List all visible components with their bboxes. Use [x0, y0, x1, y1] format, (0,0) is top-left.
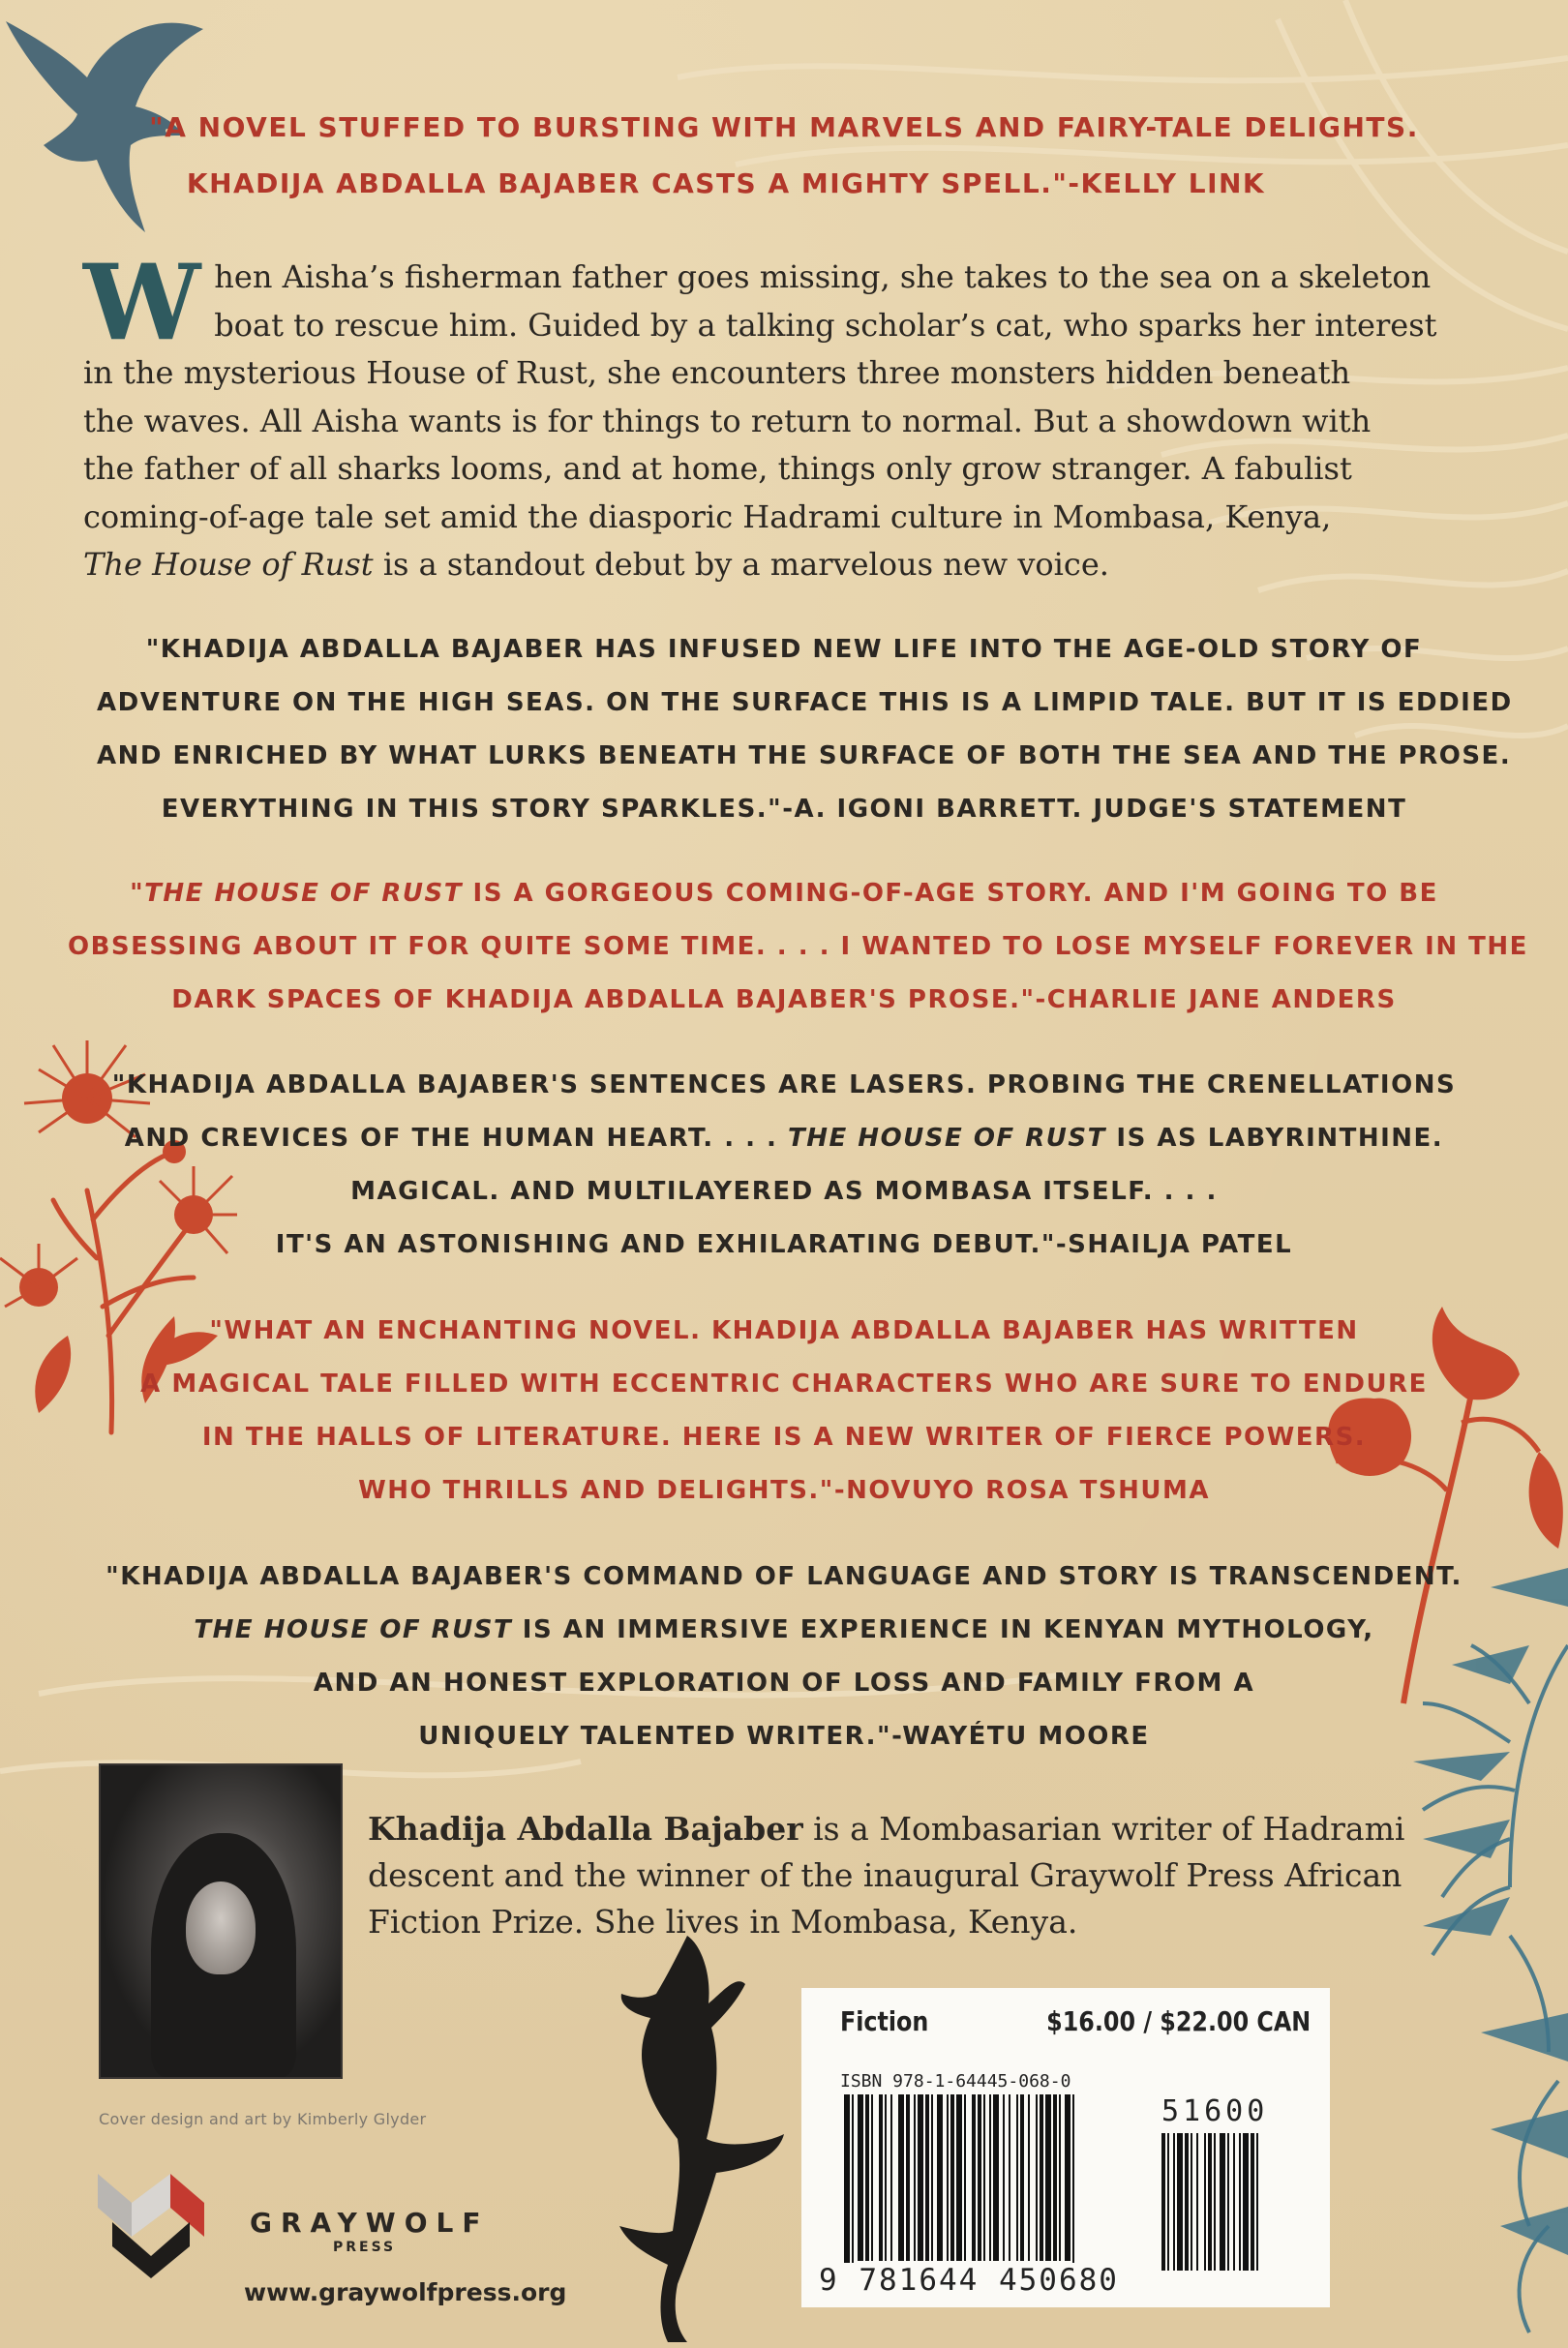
synopsis-line: the father of all sharks looms, and at home, things only grow stranger. A fabulist	[83, 450, 1352, 487]
synopsis-line: the waves. All Aisha wants is for things to return to normal. But a showdown with	[83, 402, 1372, 439]
barcode-bar	[1016, 2094, 1018, 2261]
top-review-quote	[106, 100, 1462, 212]
author-photo	[99, 1763, 343, 2079]
price-label: $16.00 / $22.00 CAN	[1045, 2005, 1311, 2037]
barcode-bar	[972, 2094, 976, 2261]
barcode-bar	[1059, 2094, 1061, 2261]
barcode-bar	[890, 2094, 892, 2261]
review-quote-moore	[87, 1550, 1481, 1763]
barcode-bar	[1185, 2133, 1189, 2271]
barcode-bar	[978, 2094, 981, 2261]
book-title-italic: "THE HOUSE OF RUST	[130, 879, 463, 908]
book-title-italic: THE HOUSE OF RUST	[788, 1124, 1106, 1153]
barcode-panel	[801, 1988, 1330, 2307]
barcode-bar	[852, 2094, 854, 2271]
barcode-bar	[1220, 2133, 1225, 2271]
quote-text: IS AN IMMERSIVE EXPERIENCE IN KENYAN MYTHOLOGY,	[512, 1615, 1374, 1644]
quote-line: "KHADIJA ABDALLA BAJABER'S SENTENCES ARE LASERS. PROBING THE CRENELLATIONS	[111, 1070, 1457, 1099]
quote-line: "A NOVEL STUFFED TO BURSTING WITH MARVELS AND FAIRY-TALE DELIGHTS.	[149, 111, 1419, 143]
publisher-website: www.graywolfpress.org	[244, 2278, 567, 2306]
cover-credit: Cover design and art by Kimberly Glyder	[99, 2110, 427, 2128]
barcode-bar	[1173, 2133, 1175, 2271]
quote-line: WHO THRILLS AND DELIGHTS."-NOVUYO ROSA TSHUMA	[358, 1476, 1210, 1505]
quote-line: UNIQUELY TALENTED WRITER."-WAYÉTU MOORE	[418, 1722, 1150, 1751]
barcode-bar	[931, 2094, 933, 2261]
barcode-bar	[858, 2094, 863, 2261]
quote-line: "WHAT AN ENCHANTING NOVEL. KHADIJA ABDALLA BAJABER HAS WRITTEN	[209, 1316, 1359, 1345]
barcode-bar	[1196, 2133, 1198, 2271]
barcode-bar	[1053, 2094, 1057, 2261]
author-photo-face	[186, 1881, 256, 1974]
bio-line: Fiction Prize. She lives in Mombasa, Kenya.	[368, 1903, 1078, 1941]
bio-line	[368, 1806, 1452, 1852]
barcode-bar	[1191, 2133, 1192, 2271]
barcode-bar	[1161, 2133, 1165, 2271]
genre-label: Fiction	[840, 2005, 929, 2037]
quote-line: "KHADIJA ABDALLA BAJABER HAS INFUSED NEW LIFE INTO THE AGE-OLD STORY OF	[145, 635, 1423, 664]
quote-line: IT'S AN ASTONISHING AND EXHILARATING DEBUT."-SHAILJA PATEL	[275, 1230, 1293, 1259]
barcode-bar	[1227, 2133, 1229, 2271]
quote-line: OBSESSING ABOUT IT FOR QUITE SOME TIME. . . . I WANTED TO LOSE MYSELF FOREVER IN THE	[68, 932, 1528, 961]
barcode-bar	[1233, 2133, 1235, 2271]
publisher-sub: PRESS	[333, 2240, 397, 2255]
review-quote-tshuma	[116, 1305, 1452, 1518]
barcode-bar	[964, 2094, 966, 2261]
barcode-bar	[1065, 2094, 1070, 2261]
quote-line: "KHADIJA ABDALLA BAJABER'S COMMAND OF LANGUAGE AND STORY IS TRANSCENDENT.	[106, 1562, 1462, 1591]
book-title-italic: The House of Rust	[83, 546, 374, 583]
barcode-bar	[983, 2094, 985, 2261]
barcode-bar	[1036, 2094, 1038, 2261]
quote-text: IS AS LABYRINTHINE.	[1105, 1124, 1444, 1153]
synopsis-line: coming-of-age tale set amid the diasporic Hadrami culture in Mombasa, Kenya,	[83, 497, 1332, 535]
barcode-bar	[885, 2094, 887, 2261]
synopsis-text: is a standout debut by a marvelous new voice.	[373, 546, 1109, 583]
barcode-bar	[1003, 2094, 1005, 2261]
quote-line	[97, 1112, 1471, 1165]
synopsis-line: hen Aisha’s fisherman father goes missing, she takes to the sea on a skeleton	[214, 258, 1432, 295]
quote-line	[87, 1604, 1481, 1657]
barcode-bar	[1239, 2133, 1241, 2271]
synopsis-line: in the mysterious House of Rust, she encounters three monsters hidden beneath	[83, 354, 1351, 391]
quote-text: IS A GORGEOUS COMING-OF-AGE STORY. AND I'M GOING TO BE	[462, 879, 1438, 908]
barcode-bar	[898, 2094, 904, 2261]
barcode-bar	[1208, 2133, 1212, 2271]
barcode-bar	[1020, 2094, 1024, 2261]
barcode-bar	[1243, 2133, 1249, 2271]
barcode-bar	[918, 2094, 923, 2261]
barcode-bar	[925, 2094, 929, 2261]
barcode-bar	[937, 2094, 943, 2261]
barcode-bar	[1072, 2094, 1074, 2271]
barcode-bar	[989, 2094, 991, 2261]
publisher-name: GRAYWOLF	[250, 2207, 490, 2239]
barcode-bar	[1214, 2133, 1216, 2271]
synopsis-line	[83, 541, 1477, 589]
bio-line: descent and the winner of the inaugural Graywolf Press African	[368, 1856, 1402, 1894]
quote-line: A MAGICAL TALE FILLED WITH ECCENTRIC CHARACTERS WHO ARE SURE TO ENDURE	[140, 1370, 1428, 1399]
barcode-bar	[1167, 2133, 1169, 2271]
quote-line	[68, 867, 1500, 920]
barcode-bar	[950, 2094, 954, 2261]
barcode-digits: 9 781644 450680	[819, 2263, 1119, 2298]
barcode-bar	[956, 2094, 962, 2261]
drop-cap: W	[83, 242, 201, 364]
barcode-bar	[1040, 2094, 1043, 2261]
review-quote-barrett	[97, 623, 1513, 836]
quote-line: MAGICAL. AND MULTILAYERED AS MOMBASA ITSELF. . . .	[350, 1177, 1218, 1206]
author-name: Khadija Abdalla Bajaber	[368, 1810, 803, 1848]
barcode-bar	[1045, 2094, 1051, 2261]
barcode-bar	[1251, 2133, 1254, 2271]
quote-line: IN THE HALLS OF LITERATURE. HERE IS A NEW WRITER OF FIERCE POWERS.	[201, 1423, 1367, 1452]
book-title-italic: THE HOUSE OF RUST	[194, 1615, 513, 1644]
quote-line: DARK SPACES OF KHADIJA ABDALLA BAJABER'S PROSE."-CHARLIE JANE ANDERS	[171, 985, 1397, 1014]
graywolf-logo-icon	[93, 2164, 228, 2280]
barcode-bar	[914, 2094, 916, 2261]
barcode-bar	[1009, 2094, 1010, 2261]
review-quote-patel	[97, 1059, 1471, 1272]
quote-line: KHADIJA ABDALLA BAJABER CASTS A MIGHTY SPELL."-KELLY LINK	[186, 167, 1266, 199]
barcode-bar	[993, 2094, 999, 2261]
barcode-bar	[1028, 2094, 1030, 2261]
author-bio	[368, 1806, 1452, 1945]
isbn-label: ISBN 978-1-64445-068-0	[840, 2071, 1071, 2092]
barcode-addon-digits: 51600	[1161, 2094, 1269, 2128]
barcode-bar	[1204, 2133, 1206, 2271]
barcode-bar	[865, 2094, 869, 2261]
quote-line: EVERYTHING IN THIS STORY SPARKLES."-A. IGONI BARRETT. JUDGE'S STATEMENT	[161, 795, 1407, 824]
book-synopsis	[83, 242, 1477, 589]
barcode-bar	[844, 2094, 850, 2271]
quote-line: AND AN HONEST EXPLORATION OF LOSS AND FAMILY FROM A	[313, 1669, 1255, 1698]
barcode-image	[801, 1988, 1330, 2307]
synopsis-line: boat to rescue him. Guided by a talking scholar’s cat, who sparks her interest	[214, 306, 1437, 344]
barcode-bar	[1177, 2133, 1183, 2271]
quote-text: AND CREVICES OF THE HUMAN HEART. . . .	[124, 1124, 788, 1153]
barcode-bar	[871, 2094, 873, 2261]
bio-text: is a Mombasarian writer of Hadrami	[802, 1810, 1405, 1848]
barcode-bar	[947, 2094, 949, 2261]
quote-line: AND ENRICHED BY WHAT LURKS BENEATH THE SURFACE OF BOTH THE SEA AND THE PROSE.	[97, 741, 1512, 770]
barcode-bar	[879, 2094, 883, 2261]
barcode-bar	[906, 2094, 910, 2261]
quote-line: ADVENTURE ON THE HIGH SEAS. ON THE SURFACE THIS IS A LIMPID TALE. BUT IT IS EDDIED	[97, 688, 1513, 717]
barcode-bar	[1256, 2133, 1258, 2271]
review-quote-anders	[68, 867, 1528, 1027]
